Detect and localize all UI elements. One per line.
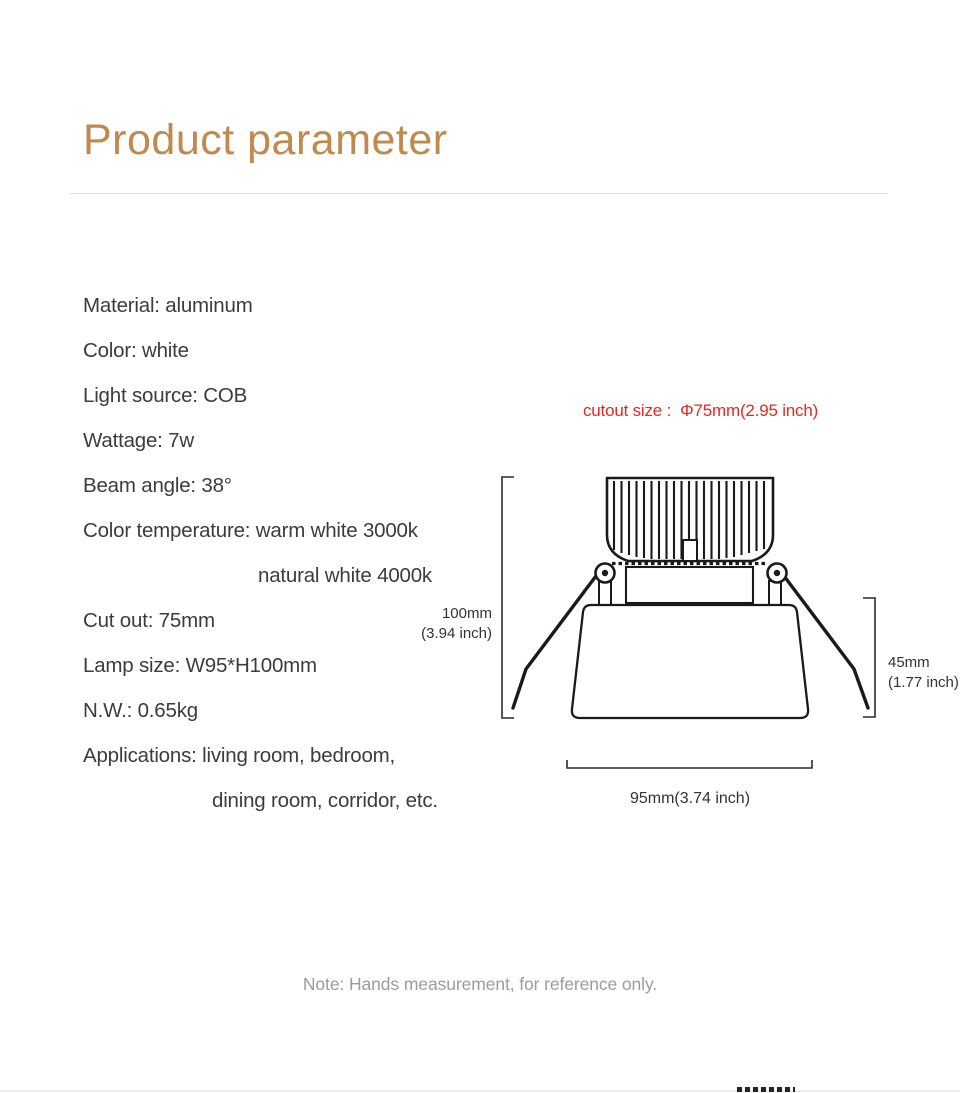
spec-line: Cut out: 75mm <box>83 609 215 632</box>
width-dimension-bracket <box>567 760 812 768</box>
page-title: Product parameter <box>83 116 448 164</box>
trim-body <box>572 605 808 718</box>
measurement-note: Note: Hands measurement, for reference only. <box>302 974 658 994</box>
depth-dim-label-line2: (1.77 inch) <box>888 674 959 691</box>
downlight-technical-drawing <box>400 455 960 815</box>
spec-line: N.W.: 0.65kg <box>83 699 198 722</box>
depth-dim-label-line1: 45mm <box>888 654 930 671</box>
spec-line: Wattage: 7w <box>83 429 194 452</box>
title-divider <box>70 193 888 194</box>
driver-housing <box>626 567 753 603</box>
spec-line: Color: white <box>83 339 189 362</box>
heatsink-fins <box>607 478 773 564</box>
clipped-watermark-fragment <box>737 1087 795 1092</box>
downlight-diagram-svg <box>400 455 960 815</box>
spec-line: dining room, corridor, etc. <box>212 789 438 812</box>
height-dim-label-line1: 100mm <box>441 605 492 622</box>
spec-line: Material: aluminum <box>83 294 253 317</box>
spec-line: natural white 4000k <box>258 564 432 587</box>
bottom-edge-line <box>0 1090 960 1092</box>
cutout-size-label: cutout size : Φ75mm(2.95 inch) <box>583 401 819 420</box>
spec-line: Color temperature: warm white 3000k <box>83 519 418 542</box>
height-dim-label-line2: (3.94 inch) <box>421 625 492 642</box>
height-dimension-bracket <box>502 477 514 718</box>
spec-line: Light source: COB <box>83 384 248 407</box>
spec-line: Beam angle: 38° <box>83 474 232 497</box>
spec-line: Lamp size: W95*H100mm <box>83 654 317 677</box>
width-dim-label: 95mm(3.74 inch) <box>629 790 751 807</box>
spec-line: Applications: living room, bedroom, <box>83 744 396 767</box>
